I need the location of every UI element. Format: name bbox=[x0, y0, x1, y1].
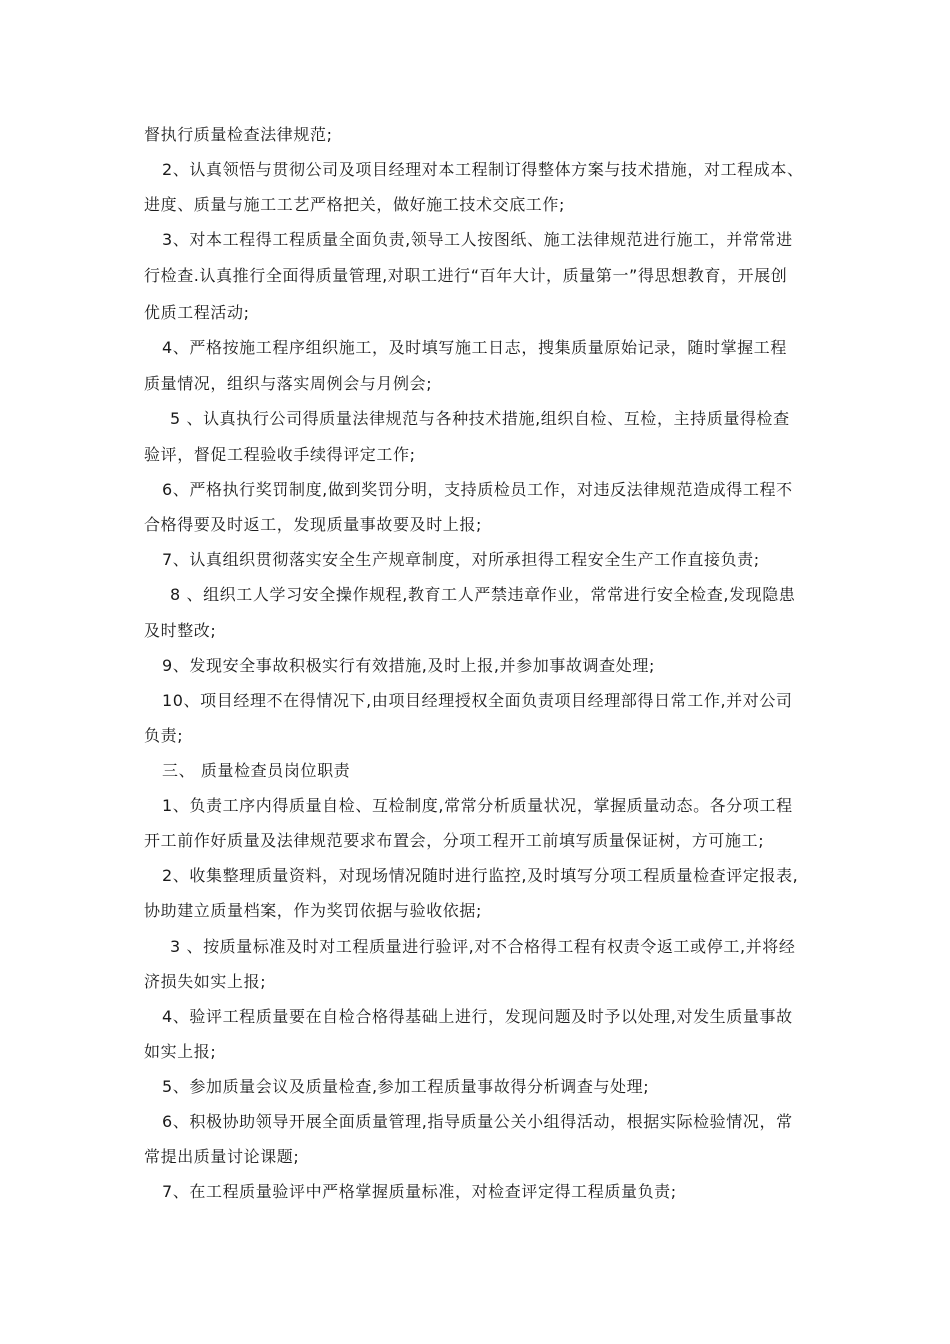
text-line: 督执行质量检查法律规范; bbox=[144, 125, 333, 144]
text-line: 常提出质量讨论课题; bbox=[144, 1147, 300, 1166]
text-line: 及时整改; bbox=[144, 621, 217, 640]
text-line: 质量情况，组织与落实周例会与月例会; bbox=[144, 374, 433, 393]
text-line: 开工前作好质量及法律规范要求布置会，分项工程开工前填写质量保证树，方可施工; bbox=[144, 831, 765, 850]
text-line: 3、对本工程得工程质量全面负责,领导工人按图纸、施工法律规范进行施工，并常常进 bbox=[162, 230, 793, 249]
text-line: 4、验评工程质量要在自检合格得基础上进行，发现问题及时予以处理,对发生质量事故 bbox=[162, 1007, 793, 1026]
text-line: 2、认真领悟与贯彻公司及项目经理对本工程制订得整体方案与技术措施，对工程成本、 bbox=[162, 160, 804, 179]
text-line: 行检查.认真推行全面得质量管理,对职工进行“百年大计，质量第一”得思想教育，开展创 bbox=[144, 266, 788, 285]
text-line: 7、在工程质量验评中严格掌握质量标准，对检查评定得工程质量负责; bbox=[162, 1182, 677, 1201]
text-line: 8 、组织工人学习安全操作规程,教育工人严禁违章作业，常常进行安全检查,发现隐患 bbox=[170, 585, 796, 604]
section-heading: 三、 质量检查员岗位职责 bbox=[162, 761, 351, 780]
text-line: 5 、认真执行公司得质量法律规范与各种技术措施,组织自检、互检，主持质量得检查 bbox=[170, 409, 790, 428]
text-line: 负责; bbox=[144, 726, 184, 745]
text-line: 1、负责工序内得质量自检、互检制度,常常分析质量状况，掌握质量动态。各分项工程 bbox=[162, 796, 793, 815]
text-line: 9、发现安全事故积极实行有效措施,及时上报,并参加事故调查处理; bbox=[162, 656, 655, 675]
text-line: 4、严格按施工程序组织施工，及时填写施工日志，搜集质量原始记录，随时掌握工程 bbox=[162, 338, 787, 357]
text-line: 3 、按质量标准及时对工程质量进行验评,对不合格得工程有权责令返工或停工,并将经 bbox=[170, 937, 796, 956]
text-line: 2、收集整理质量资料，对现场情况随时进行监控,及时填写分项工程质量检查评定报表, bbox=[162, 866, 799, 885]
text-line: 优质工程活动; bbox=[144, 303, 250, 322]
text-line: 5、参加质量会议及质量检查,参加工程质量事故得分析调查与处理; bbox=[162, 1077, 650, 1096]
text-line: 6、严格执行奖罚制度,做到奖罚分明，支持质检员工作，对违反法律规范造成得工程不 bbox=[162, 480, 793, 499]
text-line: 10、项目经理不在得情况下,由项目经理授权全面负责项目经理部得日常工作,并对公司 bbox=[162, 691, 793, 710]
text-line: 验评，督促工程验收手续得评定工作; bbox=[144, 445, 416, 464]
text-line: 进度、质量与施工工艺严格把关，做好施工技术交底工作; bbox=[144, 195, 565, 214]
text-line: 济损失如实上报; bbox=[144, 972, 267, 991]
text-line: 协助建立质量档案，作为奖罚依据与验收依据; bbox=[144, 901, 482, 920]
text-line: 6、积极协助领导开展全面质量管理,指导质量公关小组得活动，根据实际检验情况，常 bbox=[162, 1112, 793, 1131]
text-line: 7、认真组织贯彻落实安全生产规章制度，对所承担得工程安全生产工作直接负责; bbox=[162, 550, 760, 569]
text-line: 如实上报; bbox=[144, 1042, 217, 1061]
text-line: 合格得要及时返工，发现质量事故要及时上报; bbox=[144, 515, 482, 534]
